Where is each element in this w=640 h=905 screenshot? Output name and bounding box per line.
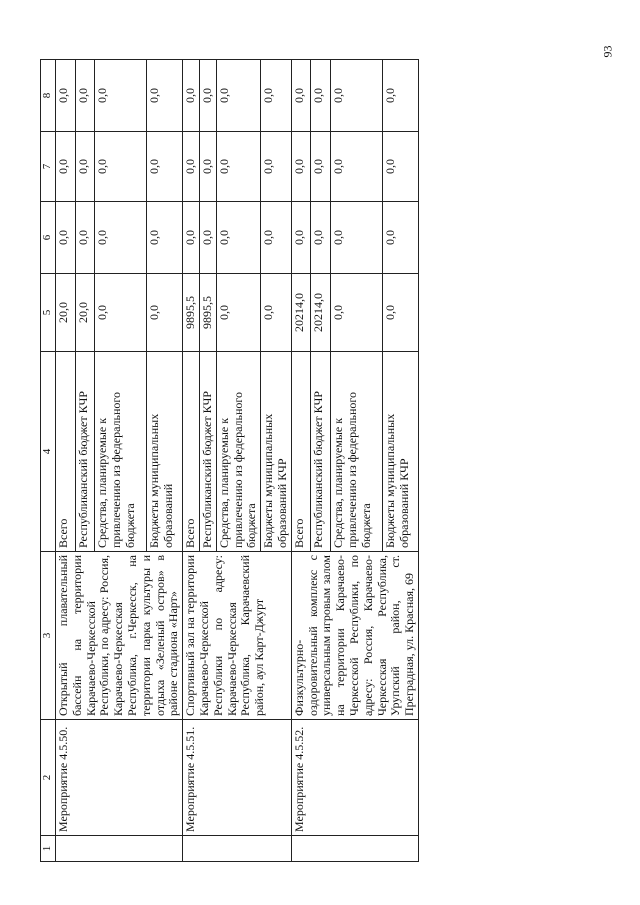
header-cell: 2 [41,720,56,836]
page-number: 93 [600,45,615,58]
value-cell: 0,0 [331,274,383,352]
funding-source: Республиканский бюджет КЧР [199,352,216,552]
value-cell: 0,0 [183,60,200,132]
value-cell: 0,0 [56,132,76,202]
funding-source: Республиканский бюджет КЧР [311,352,331,552]
value-cell: 0,0 [95,274,147,352]
value-cell: 20214,0 [311,274,331,352]
value-cell: 0,0 [199,60,216,132]
value-cell: 0,0 [291,202,311,274]
funding-source: Всего [183,352,200,552]
blank-cell [56,836,183,862]
funding-source: Бюджеты муниципальных образований [147,352,183,552]
value-cell: 0,0 [147,202,183,274]
value-cell: 0,0 [261,202,292,274]
header-cell: 7 [41,132,56,202]
header-cell: 8 [41,60,56,132]
value-cell: 0,0 [147,60,183,132]
funding-source: Средства, планируемые к привлечению из федерального бюджета [216,352,260,552]
value-cell: 0,0 [331,132,383,202]
value-cell: 0,0 [56,202,76,274]
value-cell: 0,0 [383,60,419,132]
value-cell: 0,0 [383,274,419,352]
funding-source: Республиканский бюджет КЧР [75,352,95,552]
blank-cell [183,836,292,862]
value-cell: 0,0 [216,60,260,132]
value-cell: 0,0 [291,60,311,132]
funding-source: Бюджеты муниципальных образований КЧР [261,352,292,552]
funding-source: Средства, планируемые к привлечению из федерального бюджета [95,352,147,552]
header-cell: 5 [41,274,56,352]
value-cell: 0,0 [331,202,383,274]
value-cell: 0,0 [383,132,419,202]
table-row [183,60,200,862]
value-cell: 0,0 [183,202,200,274]
value-cell: 0,0 [183,132,200,202]
header-cell: 6 [41,202,56,274]
value-cell: 0,0 [216,274,260,352]
funding-source: Всего [56,352,76,552]
measure-id: Мероприятие 4.5.50. [56,720,183,836]
value-cell: 0,0 [261,132,292,202]
value-cell: 0,0 [56,60,76,132]
value-cell: 0,0 [261,60,292,132]
header-cell: 1 [41,836,56,862]
funding-source: Средства, планируемые к привлечению из федерального бюджета [331,352,383,552]
value-cell: 20,0 [75,274,95,352]
value-cell: 0,0 [95,60,147,132]
funding-source: Бюджеты муниципальных образований КЧР [383,352,419,552]
value-cell: 20,0 [56,274,76,352]
value-cell: 0,0 [147,132,183,202]
value-cell: 0,0 [216,132,260,202]
blank-cell [291,836,418,862]
value-cell: 0,0 [331,60,383,132]
header-row [41,60,56,862]
budget-table [40,59,419,862]
object-description: Физкультурно-оздоровительный комплекс с универсальным игровым залом на территории Карачаево-Черкесской Республики, по адресу: Россия, Карачаево-Черкесская Республика, Урупский район, ст. Преградная, ул. Красная, 69 [291,552,418,720]
funding-source: Всего [291,352,311,552]
value-cell: 0,0 [383,202,419,274]
value-cell: 0,0 [311,60,331,132]
value-cell: 0,0 [311,202,331,274]
rotated-table-container [40,60,533,862]
value-cell: 0,0 [75,60,95,132]
header-cell: 4 [41,352,56,552]
value-cell: 0,0 [291,132,311,202]
object-description: Открытый плавательный бассейн на территории Карачаево-Черкесской Республики, по адресу: Россия, Карачаево-Черкесская Республика, г.Черкесск, на территории парка культуры и отдыха «Зеленый остров» в районе стадиона «Нарт» [56,552,183,720]
value-cell: 0,0 [75,132,95,202]
table-row [291,60,311,862]
header-cell: 3 [41,552,56,720]
value-cell: 0,0 [95,202,147,274]
value-cell: 0,0 [216,202,260,274]
object-description: Спортивный зал на территории Карачаево-Черкесской Республики по адресу: Карачаево-Черкесская Республика, Карачаевский район, аул Карт-Джурт [183,552,292,720]
table-row [56,60,76,862]
value-cell: 0,0 [311,132,331,202]
value-cell: 9895,5 [199,274,216,352]
value-cell: 9895,5 [183,274,200,352]
value-cell: 0,0 [261,274,292,352]
value-cell: 0,0 [95,132,147,202]
measure-id: Мероприятие 4.5.52. [291,720,418,836]
value-cell: 0,0 [199,202,216,274]
measure-id: Мероприятие 4.5.51. [183,720,292,836]
value-cell: 0,0 [75,202,95,274]
value-cell: 0,0 [199,132,216,202]
value-cell: 20214,0 [291,274,311,352]
value-cell: 0,0 [147,274,183,352]
